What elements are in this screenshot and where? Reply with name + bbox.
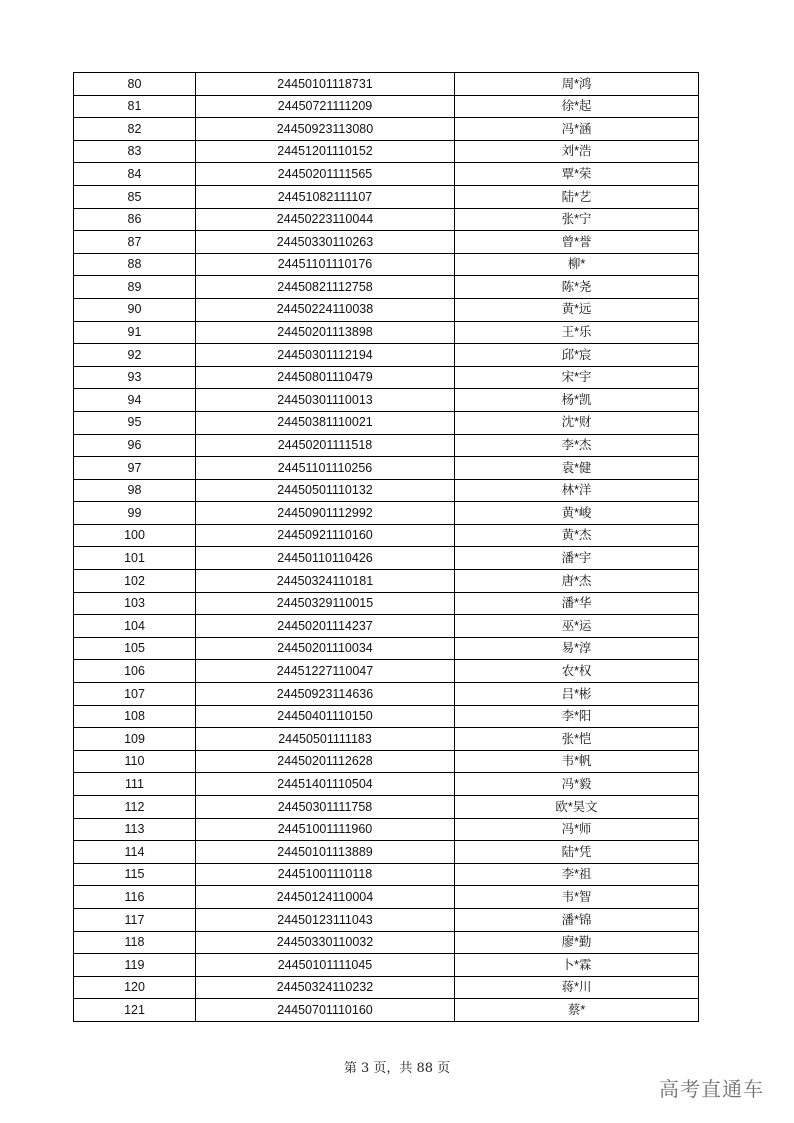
table-row [74,140,699,163]
row-number-cell: 99 [74,502,196,525]
candidate-name-cell: 易*淳 [455,637,699,660]
candidate-name-cell: 韦*智 [455,886,699,909]
candidate-id-cell: 24450501110132 [196,479,455,502]
row-number-cell: 94 [74,389,196,412]
table-row [74,863,699,886]
row-number-cell: 91 [74,321,196,344]
table-row [74,118,699,141]
table-row [74,524,699,547]
row-number-cell: 93 [74,366,196,389]
row-number-cell: 96 [74,434,196,457]
table-row [74,615,699,638]
candidate-name-cell: 李*阳 [455,705,699,728]
candidate-name-cell: 刘*浩 [455,140,699,163]
row-number-cell: 89 [74,276,196,299]
table-row [74,185,699,208]
table-row [74,95,699,118]
candidate-id-cell: 24450110110426 [196,547,455,570]
candidate-id-cell: 24450124110004 [196,886,455,909]
candidate-name-cell: 徐*起 [455,95,699,118]
candidate-id-cell: 24450330110263 [196,231,455,254]
candidate-name-cell: 陈*尧 [455,276,699,299]
candidate-id-cell: 24450381110021 [196,411,455,434]
table-row [74,931,699,954]
candidate-id-cell: 24450721111209 [196,95,455,118]
table-row [74,457,699,480]
candidate-name-cell: 唐*杰 [455,570,699,593]
candidate-name-cell: 陆*艺 [455,185,699,208]
candidate-id-cell: 24450330110032 [196,931,455,954]
candidate-name-cell: 冯*涵 [455,118,699,141]
candidate-id-cell: 24450301112194 [196,344,455,367]
row-number-cell: 90 [74,298,196,321]
candidate-name-cell: 廖*勤 [455,931,699,954]
table-row [74,73,699,96]
row-number-cell: 118 [74,931,196,954]
table-row [74,976,699,999]
row-number-cell: 92 [74,344,196,367]
candidate-id-cell: 24450123111043 [196,908,455,931]
row-number-cell: 87 [74,231,196,254]
candidate-id-cell: 24450201111565 [196,163,455,186]
table-row [74,321,699,344]
table-row [74,502,699,525]
candidate-id-cell: 24450923114636 [196,683,455,706]
candidate-id-cell: 24451001111960 [196,818,455,841]
row-number-cell: 114 [74,841,196,864]
row-number-cell: 121 [74,999,196,1022]
table-row [74,389,699,412]
table-row [74,570,699,593]
table-row [74,592,699,615]
row-number-cell: 113 [74,818,196,841]
row-number-cell: 112 [74,796,196,819]
candidate-name-cell: 巫*运 [455,615,699,638]
candidate-name-cell: 邱*宸 [455,344,699,367]
candidate-name-cell: 冯*毅 [455,773,699,796]
page-number-footer: 第 3 页，共 88 页 [343,1061,451,1076]
candidate-id-cell: 24450401110150 [196,705,455,728]
candidate-name-cell: 柳* [455,253,699,276]
row-number-cell: 119 [74,954,196,977]
table-row [74,773,699,796]
table-row [74,999,699,1022]
row-number-cell: 103 [74,592,196,615]
candidate-id-cell: 24450821112758 [196,276,455,299]
candidate-name-cell: 曾*誉 [455,231,699,254]
roster-table [73,72,699,1022]
row-number-cell: 117 [74,908,196,931]
candidate-name-cell: 黄*峻 [455,502,699,525]
row-number-cell: 102 [74,570,196,593]
candidate-id-cell: 24451101110176 [196,253,455,276]
candidate-name-cell: 蒋*川 [455,976,699,999]
candidate-id-cell: 24450701110160 [196,999,455,1022]
row-number-cell: 115 [74,863,196,886]
row-number-cell: 110 [74,750,196,773]
table-row [74,886,699,909]
candidate-id-cell: 24450201114237 [196,615,455,638]
table-row [74,276,699,299]
candidate-name-cell: 蔡* [455,999,699,1022]
brand-watermark: 高考直通车 [659,1077,764,1101]
row-number-cell: 108 [74,705,196,728]
candidate-name-cell: 袁*健 [455,457,699,480]
candidate-id-cell: 24451201110152 [196,140,455,163]
candidate-id-cell: 24450101111045 [196,954,455,977]
candidate-id-cell: 24450301110013 [196,389,455,412]
table-row [74,818,699,841]
candidate-id-cell: 24450901112992 [196,502,455,525]
candidate-id-cell: 24451227110047 [196,660,455,683]
table-row [74,954,699,977]
candidate-id-cell: 24450324110181 [196,570,455,593]
row-number-cell: 84 [74,163,196,186]
candidate-id-cell: 24450201110034 [196,637,455,660]
candidate-id-cell: 24451082111107 [196,185,455,208]
roster-sheet [73,72,697,1022]
row-number-cell: 85 [74,185,196,208]
row-number-cell: 107 [74,683,196,706]
table-row [74,750,699,773]
table-row [74,841,699,864]
table-row [74,547,699,570]
candidate-name-cell: 农*权 [455,660,699,683]
row-number-cell: 86 [74,208,196,231]
candidate-name-cell: 宋*宇 [455,366,699,389]
table-row [74,705,699,728]
table-row [74,434,699,457]
candidate-id-cell: 24450801110479 [196,366,455,389]
row-number-cell: 98 [74,479,196,502]
candidate-name-cell: 卜*霖 [455,954,699,977]
row-number-cell: 116 [74,886,196,909]
table-row [74,231,699,254]
candidate-name-cell: 周*鸿 [455,73,699,96]
row-number-cell: 88 [74,253,196,276]
row-number-cell: 95 [74,411,196,434]
candidate-name-cell: 林*洋 [455,479,699,502]
candidate-id-cell: 24450201111518 [196,434,455,457]
candidate-id-cell: 24450101113889 [196,841,455,864]
candidate-id-cell: 24450301111758 [196,796,455,819]
candidate-name-cell: 王*乐 [455,321,699,344]
candidate-id-cell: 24451401110504 [196,773,455,796]
table-row [74,796,699,819]
candidate-name-cell: 潘*宇 [455,547,699,570]
candidate-id-cell: 24450201113898 [196,321,455,344]
candidate-name-cell: 冯*师 [455,818,699,841]
candidate-id-cell: 24450329110015 [196,592,455,615]
table-row [74,479,699,502]
table-row [74,908,699,931]
candidate-id-cell: 24450224110038 [196,298,455,321]
row-number-cell: 111 [74,773,196,796]
row-number-cell: 120 [74,976,196,999]
candidate-name-cell: 张*恺 [455,728,699,751]
candidate-name-cell: 黄*杰 [455,524,699,547]
candidate-id-cell: 24450324110232 [196,976,455,999]
row-number-cell: 80 [74,73,196,96]
candidate-name-cell: 杨*凯 [455,389,699,412]
candidate-name-cell: 欧*昊文 [455,796,699,819]
table-row [74,728,699,751]
candidate-name-cell: 韦*帆 [455,750,699,773]
table-row [74,163,699,186]
candidate-id-cell: 24450923113080 [196,118,455,141]
candidate-id-cell: 24450201112628 [196,750,455,773]
table-row [74,344,699,367]
row-number-cell: 106 [74,660,196,683]
row-number-cell: 82 [74,118,196,141]
table-row [74,253,699,276]
row-number-cell: 81 [74,95,196,118]
row-number-cell: 100 [74,524,196,547]
candidate-name-cell: 黄*远 [455,298,699,321]
row-number-cell: 104 [74,615,196,638]
candidate-id-cell: 24451101110256 [196,457,455,480]
row-number-cell: 101 [74,547,196,570]
row-number-cell: 83 [74,140,196,163]
row-number-cell: 97 [74,457,196,480]
row-number-cell: 105 [74,637,196,660]
table-row [74,411,699,434]
candidate-name-cell: 李*祖 [455,863,699,886]
candidate-name-cell: 李*杰 [455,434,699,457]
candidate-id-cell: 24451001110118 [196,863,455,886]
candidate-name-cell: 潘*华 [455,592,699,615]
candidate-id-cell: 24450223110044 [196,208,455,231]
candidate-id-cell: 24450501111183 [196,728,455,751]
candidate-name-cell: 张*宁 [455,208,699,231]
candidate-id-cell: 24450921110160 [196,524,455,547]
candidate-name-cell: 陆*凭 [455,841,699,864]
candidate-name-cell: 吕*彬 [455,683,699,706]
table-row [74,298,699,321]
table-row [74,366,699,389]
table-row [74,637,699,660]
candidate-name-cell: 潘*锦 [455,908,699,931]
candidate-name-cell: 覃*荣 [455,163,699,186]
table-row [74,208,699,231]
table-row [74,660,699,683]
table-row [74,683,699,706]
roster-table-body [74,73,699,1022]
candidate-name-cell: 沈*财 [455,411,699,434]
row-number-cell: 109 [74,728,196,751]
candidate-id-cell: 24450101118731 [196,73,455,96]
